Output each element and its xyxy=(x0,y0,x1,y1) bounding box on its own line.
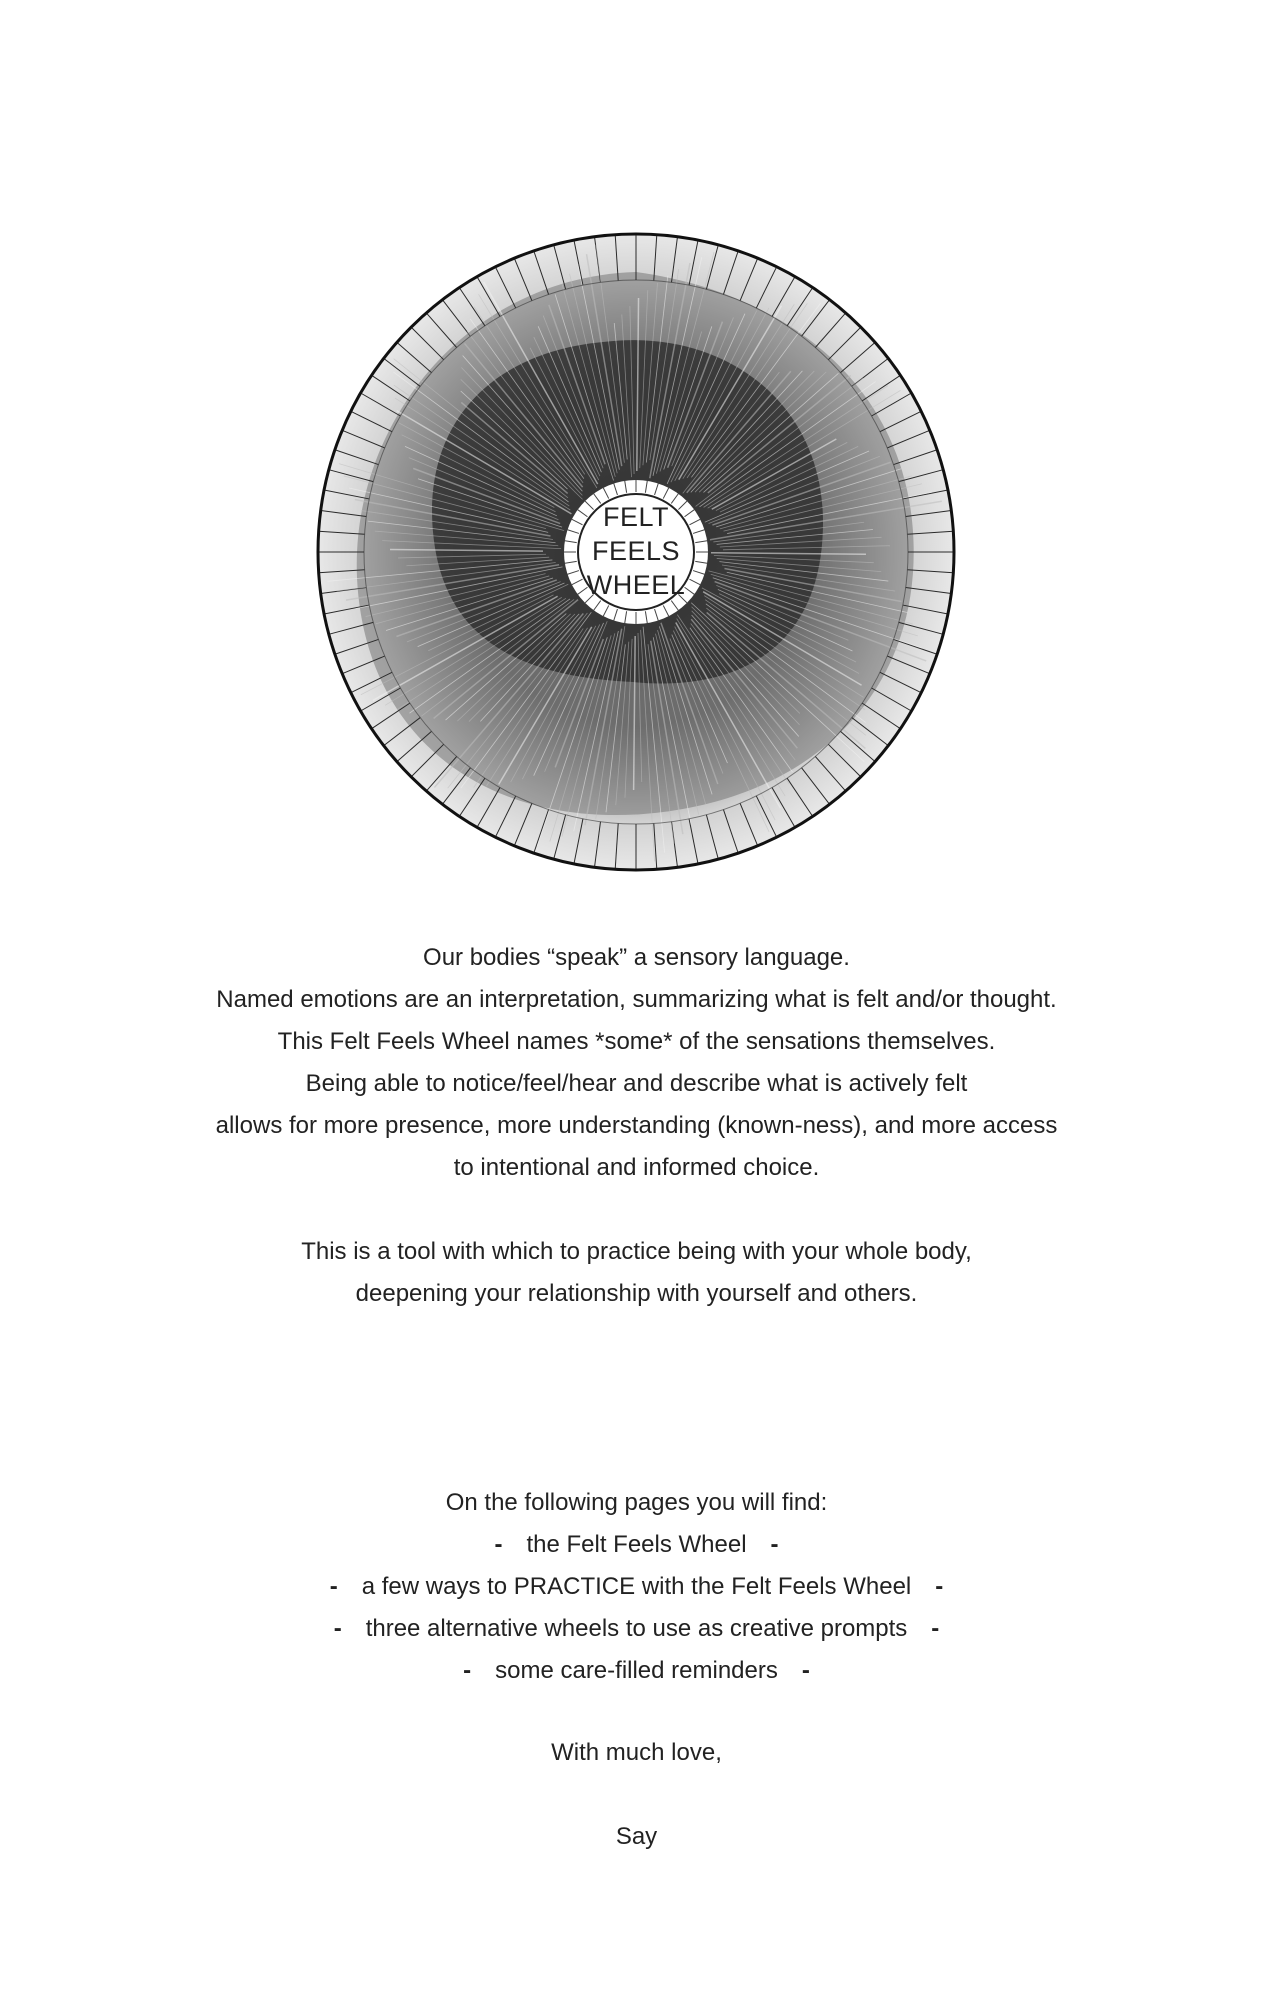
list-item xyxy=(0,1566,1273,1608)
list-item xyxy=(0,1650,1273,1692)
wheel-center-hub xyxy=(564,480,708,624)
bullet-dash: - xyxy=(494,1531,503,1558)
purpose-line: This is a tool with which to practice being with your whole body, xyxy=(301,1238,972,1265)
intro-line: to intentional and informed choice. xyxy=(453,1154,820,1181)
bullet-dash: - xyxy=(801,1657,810,1684)
list-item xyxy=(0,1524,1273,1566)
purpose-paragraph xyxy=(0,1231,1273,1315)
contents-list xyxy=(0,1482,1273,1692)
intro-line: Being able to notice/feel/hear and describe what is actively felt xyxy=(305,1070,968,1097)
list-item-label: some care-filled reminders xyxy=(495,1657,778,1684)
purpose-line: deepening your relationship with yourself and others. xyxy=(355,1280,918,1307)
bullet-dash: - xyxy=(333,1615,342,1642)
wheel-title-line: WHEEL xyxy=(586,570,686,600)
bullet-dash: - xyxy=(770,1531,779,1558)
intro-line: Named emotions are an interpretation, summarizing what is felt and/or thought. xyxy=(216,986,1057,1013)
felt-feels-wheel xyxy=(263,232,1009,872)
intro-line: allows for more presence, more understanding (known-ness), and more access xyxy=(215,1112,1058,1139)
list-item-label: three alternative wheels to use as creative prompts xyxy=(365,1615,908,1642)
contents-heading: On the following pages you will find: xyxy=(445,1489,828,1516)
wheel-title-line: FELT xyxy=(602,502,670,532)
list-item-label: the Felt Feels Wheel xyxy=(526,1531,747,1558)
signature: Say xyxy=(615,1823,658,1850)
wheel-illustration xyxy=(263,232,1009,872)
bullet-dash: - xyxy=(463,1657,472,1684)
bullet-dash: - xyxy=(931,1615,940,1642)
bullet-dash: - xyxy=(935,1573,944,1600)
intro-line: Our bodies “speak” a sensory language. xyxy=(423,944,850,971)
intro-line: This Felt Feels Wheel names *some* of the sensations themselves. xyxy=(277,1028,996,1055)
list-item-label: a few ways to PRACTICE with the Felt Feels Wheel xyxy=(361,1573,912,1600)
wheel-title-line: FEELS xyxy=(591,536,681,566)
list-item xyxy=(0,1608,1273,1650)
bullet-dash: - xyxy=(329,1573,338,1600)
closing-line: With much love, xyxy=(551,1739,722,1766)
intro-paragraph xyxy=(0,937,1273,1189)
